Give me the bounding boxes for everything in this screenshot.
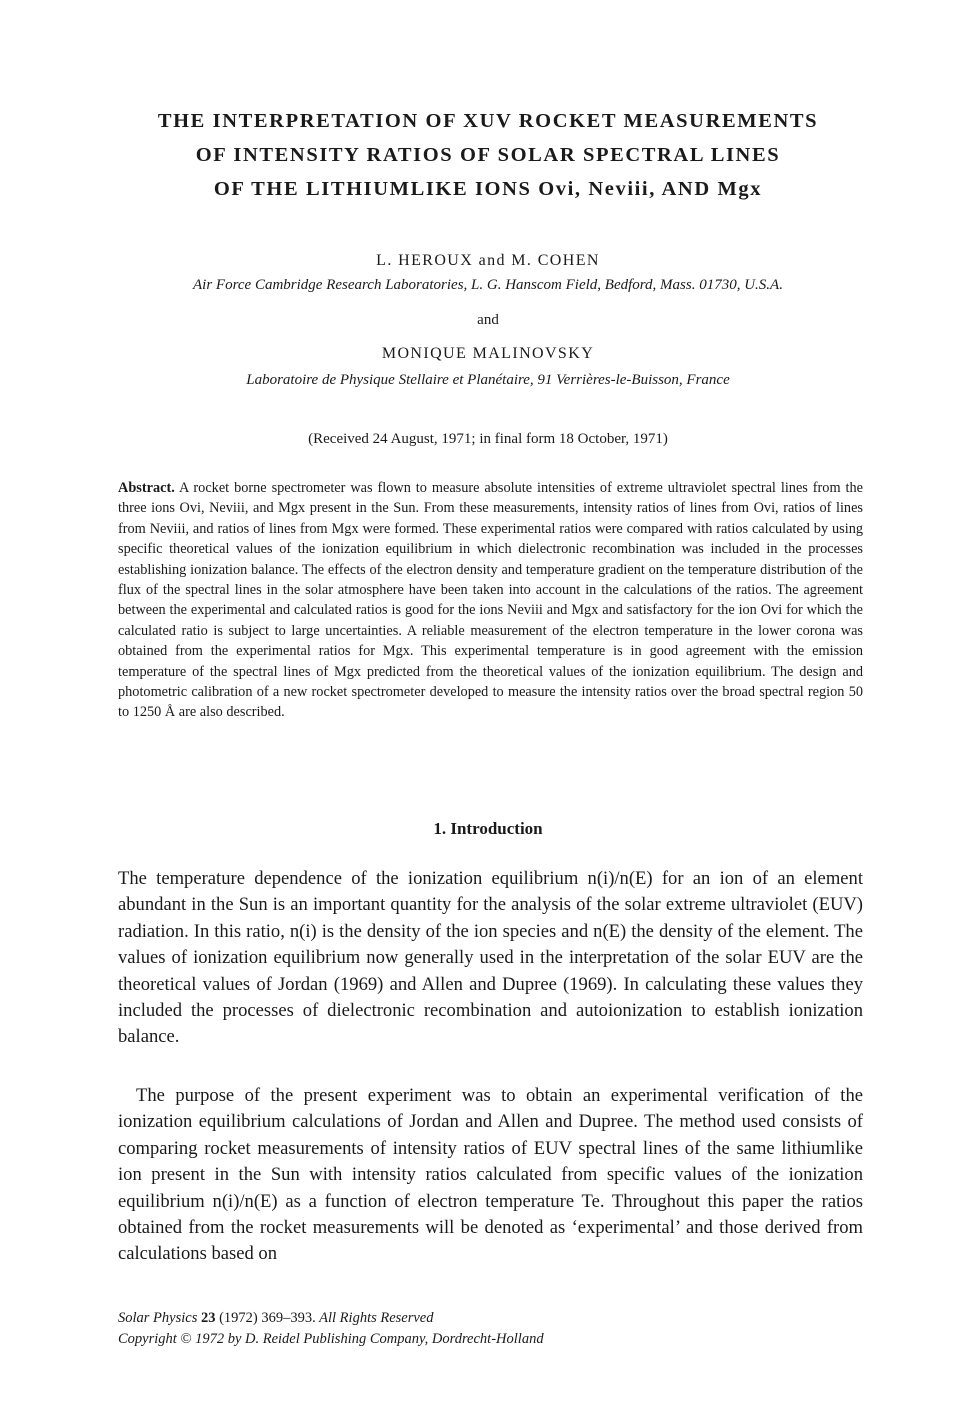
intro-paragraph-1	[118, 866, 863, 1051]
journal-volume: 23	[200, 1310, 216, 1326]
footer-citation	[118, 1308, 544, 1350]
and-separator: and	[477, 312, 499, 328]
intro-paragraph-2-text: The purpose of the present experiment was to obtain an experimental verification of the ionization equilibrium calculations of Jordan and Allen and Dupree. The method used consists of comparing rocket measurements of intensity ratios of EUV spectral lines of the same lithiumlike ion present in the Sun with intensity ratios calculated from specific values of the ionization equilibrium n(i)/n(E) as a function of electron temperature Te. Throughout this paper the ratios obtained from the rocket measurements will be denoted as ‘experimental’ and those derived from calculations based on	[118, 1085, 863, 1265]
abstract	[118, 478, 863, 723]
title-line-2: OF INTENSITY RATIOS OF SOLAR SPECTRAL LINES	[195, 144, 781, 166]
author-names-2: MONIQUE MALINOVSKY	[381, 345, 595, 362]
title-line-3: OF THE LITHIUMLIKE IONS Ovi, Neviii, AND Mgx	[213, 178, 763, 200]
abstract-label: Abstract.	[118, 480, 175, 496]
journal-name: Solar Physics	[118, 1310, 198, 1326]
copyright-notice: Copyright © 1972 by D. Reidel Publishing Company, Dordrecht-Holland	[118, 1331, 544, 1347]
paper-title	[100, 104, 876, 206]
received-dates: (Received 24 August, 1971; in final form 18 October, 1971)	[308, 431, 668, 447]
section-heading: 1. Introduction	[433, 819, 543, 838]
rights-notice: All Rights Reserved	[319, 1310, 434, 1326]
journal-pages: (1972) 369–393.	[219, 1310, 316, 1326]
footer-line-1	[118, 1308, 544, 1329]
affiliation-1: Air Force Cambridge Research Laboratories, L. G. Hanscom Field, Bedford, Mass. 01730, U.S.A.	[193, 277, 783, 293]
title-line-1: THE INTERPRETATION OF XUV ROCKET MEASUREMENTS	[157, 110, 819, 132]
intro-paragraph-2	[118, 1083, 863, 1268]
affiliation-2: Laboratoire de Physique Stellaire et Planétaire, 91 Verrières-le-Buisson, France	[246, 372, 730, 388]
author-names-1: L. HEROUX and M. COHEN	[376, 252, 600, 269]
intro-paragraph-1-text: The temperature dependence of the ionization equilibrium n(i)/n(E) for an ion of an element abundant in the Sun is an important quantity for the analysis of the solar extreme ultraviolet (EUV) radiation. In this ratio, n(i) is the density of the ion species and n(E) the density of the element. The values of ionization equilibrium now generally used in the interpretation of the solar EUV are the theoretical values of Jordan (1969) and Allen and Dupree (1969). In calculating these values they included the processes of dielectronic recombination and autoionization to establish ionization balance.	[118, 868, 863, 1048]
abstract-text: A rocket borne spectrometer was flown to measure absolute intensities of extreme ultraviolet spectral lines from the three ions Ovi, Neviii, and Mgx present in the Sun. From these measurements, intensity ratios of lines from Ovi, ratios of lines from Neviii, and ratios of lines from Mgx were formed. These experimental ratios were compared with ratios calculated by using specific theoretical values of the ionization equilibrium in which dielectronic recombination was included in the processes establishing ionization balance. The effects of the electron density and temperature gradient on the temperature distribution of the flux of the spectral lines in the solar atmosphere have been taken into account in the calculations of the ratios. The agreement between the experimental and calculated ratios is good for the ions Neviii and Mgx and satisfactory for the ion Ovi for which the calculated ratio is subject to large uncertainties. A reliable measurement of the electron temperature in the lower corona was obtained from the experimental ratios for Mgx. This experimental temperature is in good agreement with the emission temperature of the spectral lines of Mgx predicted from the theoretical values of the ionization equilibrium. The design and photometric calibration of a new rocket spectrometer developed to measure the intensity ratios over the broad spectral region 50 to 1250 Å are also described.	[118, 480, 863, 721]
